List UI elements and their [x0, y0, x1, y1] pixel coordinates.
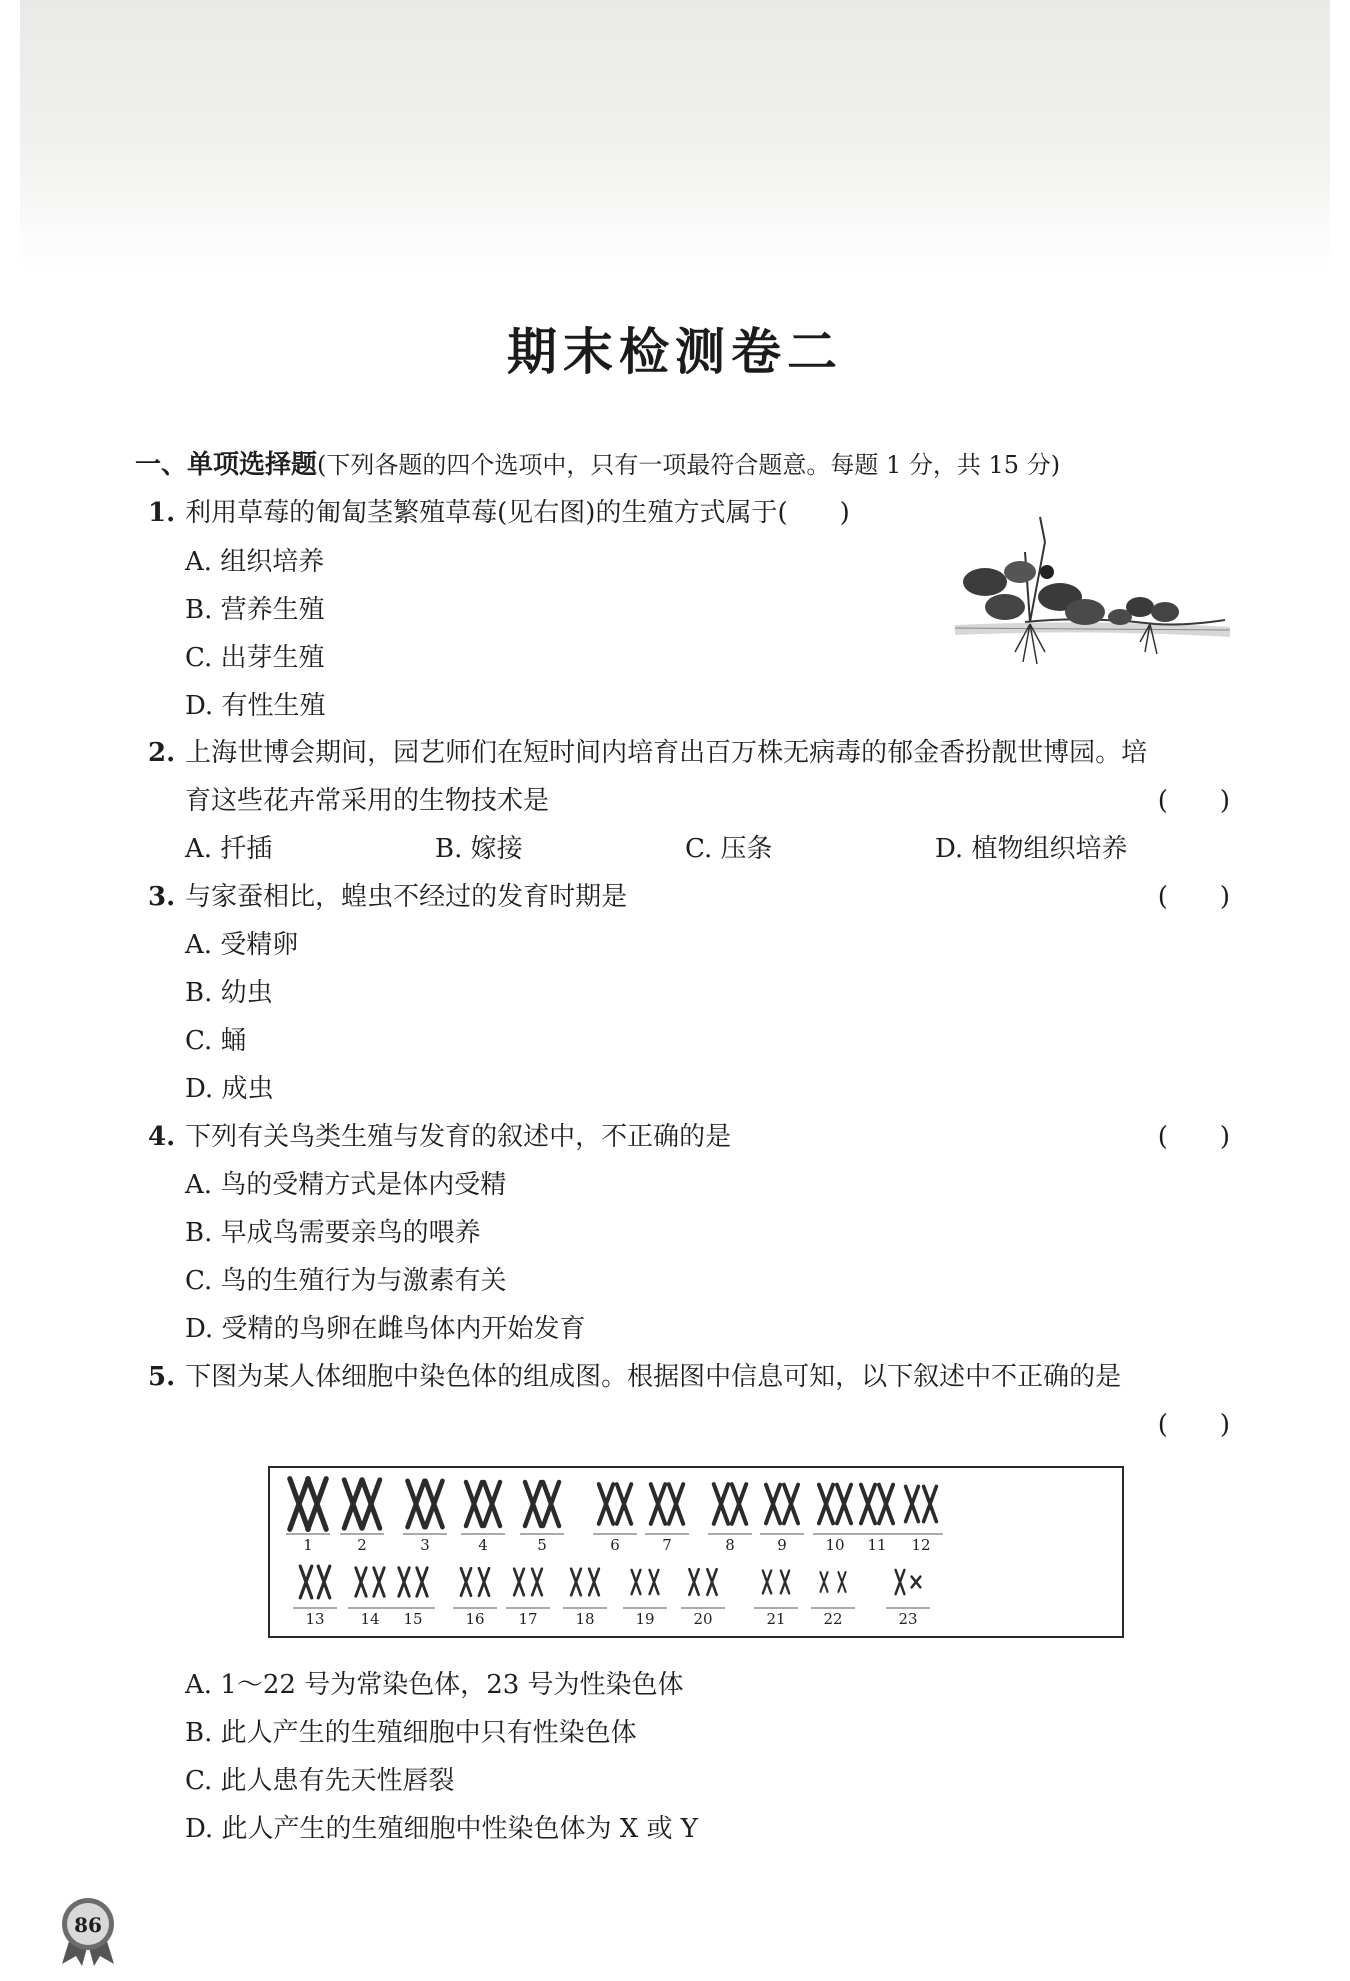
- chromosome-number-label: 9: [777, 1536, 787, 1554]
- option: B. 早成鸟需要亲鸟的喂养: [185, 1218, 481, 1248]
- question-stem: 下列有关鸟类生殖与发育的叙述中，不正确的是: [185, 1122, 732, 1152]
- chromosome-number-label: 15: [403, 1610, 423, 1628]
- chromosome-number-label: 13: [305, 1610, 325, 1628]
- question-number: 2.: [148, 738, 176, 768]
- karyotype-figure: [268, 1466, 1124, 1638]
- strawberry-runner-illustration: [945, 512, 1235, 682]
- option: D. 有性生殖: [185, 691, 326, 721]
- chromosome-number-label: 10: [825, 1536, 845, 1554]
- chromosome-number-label: 3: [420, 1536, 430, 1554]
- question-number: 5.: [148, 1362, 176, 1392]
- answer-blank[interactable]: ( ): [1157, 786, 1230, 816]
- option: A. 1～22 号为常染色体，23 号为性染色体: [185, 1670, 684, 1700]
- option: D. 此人产生的生殖细胞中性染色体为 X 或 Y: [185, 1814, 698, 1844]
- chromosome-pair: [906, 1486, 937, 1521]
- chromosome-pair: [763, 1571, 789, 1594]
- chromosome-pair: [861, 1485, 893, 1524]
- chromosome-pair: [461, 1568, 489, 1595]
- chromosome-number-label: 2: [357, 1536, 367, 1554]
- question-2: [148, 736, 1147, 770]
- chromosome-pair: [651, 1484, 683, 1524]
- question-number: 1.: [148, 498, 176, 528]
- question-5: [148, 1360, 1121, 1394]
- chromosome-number-label: 14: [360, 1610, 380, 1628]
- option: C. 出芽生殖: [185, 643, 325, 673]
- chromosome-number-label: 6: [610, 1536, 620, 1554]
- section-heading: [135, 448, 1060, 482]
- chromosome-number-label: 19: [635, 1610, 655, 1628]
- option: D. 受精的鸟卵在雌鸟体内开始发育: [185, 1314, 586, 1344]
- option: A. 鸟的受精方式是体内受精: [185, 1170, 507, 1200]
- option: A. 组织培养: [185, 547, 325, 577]
- chromosome-number-label: 12: [911, 1536, 931, 1554]
- chromosome-pair: [599, 1484, 631, 1524]
- option: A. 扦插: [185, 834, 273, 864]
- chromosome-number-label: 11: [867, 1536, 887, 1554]
- option: C. 蛹: [185, 1026, 247, 1056]
- chromosome-pair: [820, 1572, 845, 1592]
- option: D. 植物组织培养: [935, 834, 1128, 864]
- question-stem-continued: 育这些花卉常采用的生物技术是: [185, 786, 550, 816]
- option: A. 受精卵: [185, 930, 299, 960]
- chromosome-pair: [896, 1570, 921, 1594]
- chromosome-pair: [514, 1569, 542, 1595]
- chromosome-pair: [714, 1484, 746, 1524]
- option: D. 成虫: [185, 1074, 274, 1104]
- chromosome-number-label: 5: [537, 1536, 547, 1554]
- question-number: 4.: [148, 1122, 176, 1152]
- section-note: (下列各题的四个选项中，只有一项最符合题意。每题 1 分，共 15 分): [317, 451, 1061, 479]
- section-title: 一、单项选择题: [135, 450, 318, 480]
- option: C. 压条: [685, 834, 773, 864]
- chromosome-pair: [689, 1569, 716, 1595]
- question-stem: 下图为某人体细胞中染色体的组成图。根据图中信息可知，以下叙述中不正确的是: [185, 1362, 1122, 1392]
- chromosome-pair: [819, 1485, 851, 1524]
- chromosome-pair: [290, 1479, 326, 1530]
- option: B. 营养生殖: [185, 595, 325, 625]
- chromosome-number-label: 7: [662, 1536, 672, 1554]
- chromosome-number-label: 17: [518, 1610, 538, 1628]
- karyotype-diagram: [270, 1468, 1122, 1636]
- question-stem: 上海世博会期间，园艺师们在短时间内培育出百万株无病毒的郁金香扮靓世博园。培: [185, 738, 1148, 768]
- chromosome-pair: [408, 1481, 443, 1527]
- question-1: [148, 496, 850, 530]
- question-4: [148, 1120, 731, 1154]
- chromosome-number-label: 23: [898, 1610, 918, 1628]
- chromosome-number-label: 16: [465, 1610, 485, 1628]
- chromosome-number-label: 1: [303, 1536, 313, 1554]
- chromosome-pair: [632, 1570, 659, 1594]
- chromosome-pair: [399, 1568, 427, 1597]
- chromosome-number-label: 8: [725, 1536, 735, 1554]
- chromosome-number-label: 20: [693, 1610, 713, 1628]
- page-number: 86: [74, 1913, 102, 1937]
- chromosome-pair: [571, 1569, 599, 1595]
- question-number: 3.: [148, 882, 176, 912]
- page-number-badge: [56, 1894, 120, 1966]
- chromosome-pair: [300, 1566, 330, 1598]
- option: C. 鸟的生殖行为与激素有关: [185, 1266, 507, 1296]
- option: C. 此人患有先天性唇裂: [185, 1766, 455, 1796]
- chromosome-pair: [344, 1480, 380, 1528]
- chromosome-number-label: 22: [823, 1610, 843, 1628]
- page-title: 期末检测卷二: [507, 322, 843, 381]
- option: B. 嫁接: [435, 834, 523, 864]
- option: B. 幼虫: [185, 978, 273, 1008]
- chromosome-pair: [525, 1482, 559, 1526]
- chromosome-pair: [356, 1568, 384, 1597]
- question-3: [148, 880, 627, 914]
- question-stem: 利用草莓的匍匐茎繁殖草莓(见右图)的生殖方式属于( ): [185, 498, 850, 528]
- chromosome-pair: [466, 1482, 500, 1526]
- answer-blank[interactable]: ( ): [1157, 1122, 1230, 1152]
- scan-shadow: [20, 0, 1330, 270]
- chromosome-number-label: 4: [478, 1536, 488, 1554]
- chromosome-number-label: 18: [575, 1610, 595, 1628]
- option: B. 此人产生的生殖细胞中只有性染色体: [185, 1718, 637, 1748]
- chromosome-number-label: 21: [766, 1610, 786, 1628]
- answer-blank[interactable]: ( ): [1157, 882, 1230, 912]
- chromosome-pair: [766, 1485, 798, 1524]
- question-stem: 与家蚕相比，蝗虫不经过的发育时期是: [185, 882, 628, 912]
- answer-blank[interactable]: ( ): [1157, 1410, 1230, 1440]
